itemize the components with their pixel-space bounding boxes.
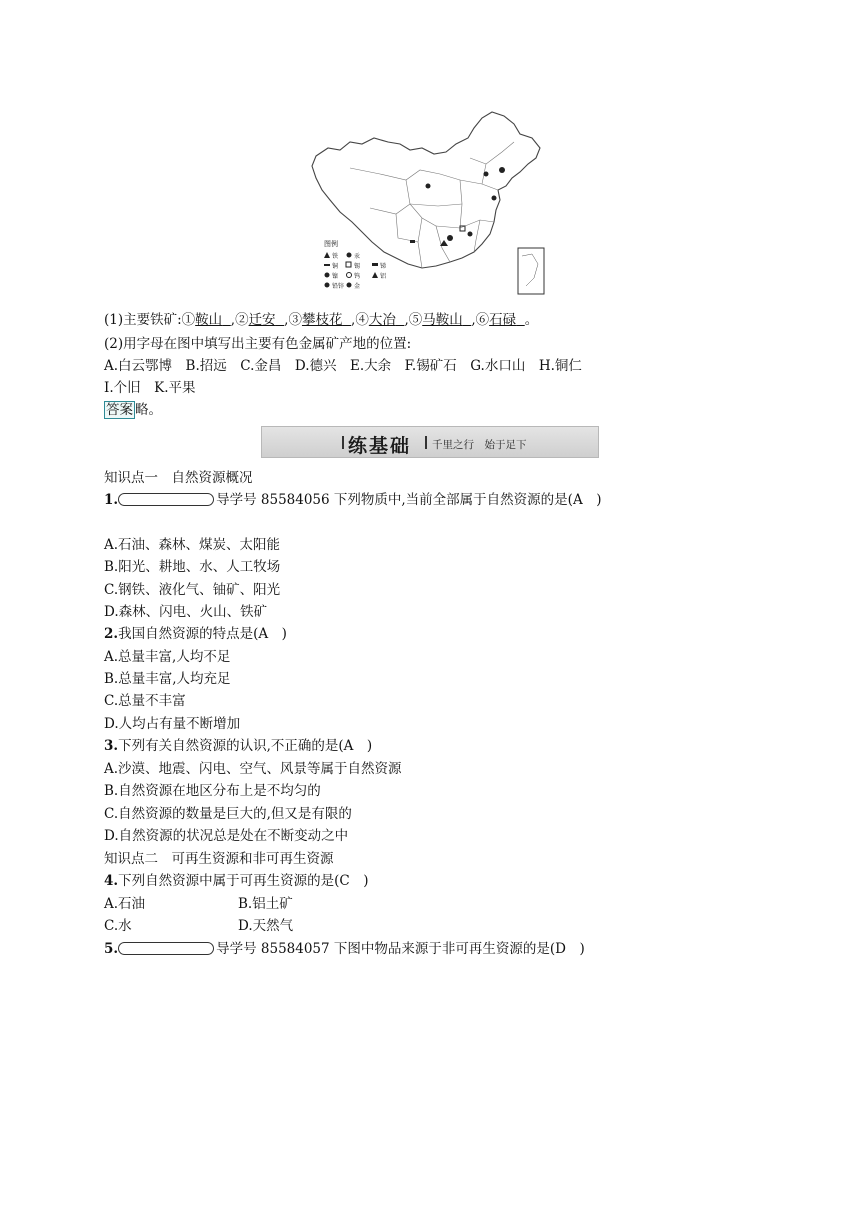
iron-mine-1: 鞍山	[195, 312, 223, 328]
iron-mine-6: 石碌	[489, 312, 517, 328]
answer-text: 略。	[135, 402, 162, 418]
iron-mine-3: 攀枝花	[301, 312, 343, 328]
q2-option-a: A.总量丰富,人均不足	[104, 649, 231, 665]
iron-mine-5: 马鞍山	[422, 312, 463, 328]
section-1-heading: 知识点一 自然资源概况	[104, 470, 253, 486]
q3-option-c: C.自然资源的数量是巨大的,但又是有限的	[104, 806, 352, 822]
china-mineral-map	[310, 108, 546, 298]
q4-option-b: B.铝土矿	[238, 896, 293, 912]
legend-aluminum: 铝	[380, 273, 387, 280]
q2-options-1: A.白云鄂博 B.招远 C.金昌 D.德兴 E.大余 F.锡矿石 G.水口山 H.铜仁	[104, 358, 582, 374]
q4-option-a: A.石油	[104, 896, 146, 912]
q1-option-b: B.阳光、耕地、水、人工牧场	[104, 559, 281, 575]
section-2-heading: 知识点二 可再生资源和非可再生资源	[104, 851, 334, 867]
iron-mine-4: 大冶	[368, 312, 396, 328]
legend-tin: 锡	[354, 263, 361, 270]
iron-mine-2: 迁安	[248, 312, 276, 328]
legend-leadzinc: 铅锌	[332, 283, 345, 290]
q3-option-b: B.自然资源在地区分布上是不均匀的	[104, 783, 321, 799]
q2-option-d: D.人均占有量不断增加	[104, 716, 241, 732]
answer-label: 答案	[106, 402, 133, 418]
legend-nickel: 镍	[332, 273, 339, 280]
q1-option-d: D.森林、闪电、火山、铁矿	[104, 604, 268, 620]
question-4: 4.下列自然资源中属于可再生资源的是(C )	[104, 873, 369, 889]
q3-option-a: A.沙漠、地震、闪电、空气、风景等属于自然资源	[104, 761, 402, 777]
guide-pill	[118, 493, 214, 506]
q2-options-2: I.个旧 K.平果	[104, 380, 196, 396]
question-1: 1. 导学号 85584056 下列物质中,当前全部属于自然资源的是(A )	[104, 492, 602, 508]
q2-stem: (2)用字母在图中填写出主要有色金属矿产地的位置:	[104, 336, 412, 352]
legend-mercury: 汞	[354, 253, 361, 260]
q2-option-b: B.总量丰富,人均充足	[104, 671, 231, 687]
legend-title: 图例	[324, 240, 338, 248]
legend-antimony: 锑	[380, 263, 387, 270]
question-2: 2.我国自然资源的特点是(A )	[104, 626, 287, 642]
q3-option-d: D.自然资源的状况总是处在不断变动之中	[104, 828, 349, 844]
banner-title: 练基础	[348, 435, 412, 457]
banner-subtitle: 千里之行 始于足下	[432, 439, 527, 451]
question-5: 5. 导学号 85584057 下图中物品来源于非可再生资源的是(D )	[104, 941, 585, 957]
q2-option-c: C.总量不丰富	[104, 693, 186, 709]
guide-pill	[118, 942, 214, 955]
question-3: 3.下列有关自然资源的认识,不正确的是(A )	[104, 738, 373, 754]
legend-gold: 金	[354, 283, 361, 290]
q4-option-d: D.天然气	[238, 918, 294, 934]
q1-option-a: A.石油、森林、煤炭、太阳能	[104, 537, 281, 553]
practice-banner	[261, 426, 599, 458]
legend-copper: 铜	[332, 263, 339, 270]
legend-tungsten: 钨	[354, 273, 361, 280]
q1-option-c: C.钢铁、液化气、铀矿、阳光	[104, 582, 281, 598]
q4-option-c: C.水	[104, 918, 132, 934]
legend-iron: 铁	[332, 253, 339, 260]
q1-iron-mines: (1)主要铁矿:①鞍山 ,②迁安 ,③攀枝花 ,④大冶 ,⑤马鞍山 ,⑥石碌 。	[104, 312, 539, 328]
answer-line	[104, 401, 162, 419]
